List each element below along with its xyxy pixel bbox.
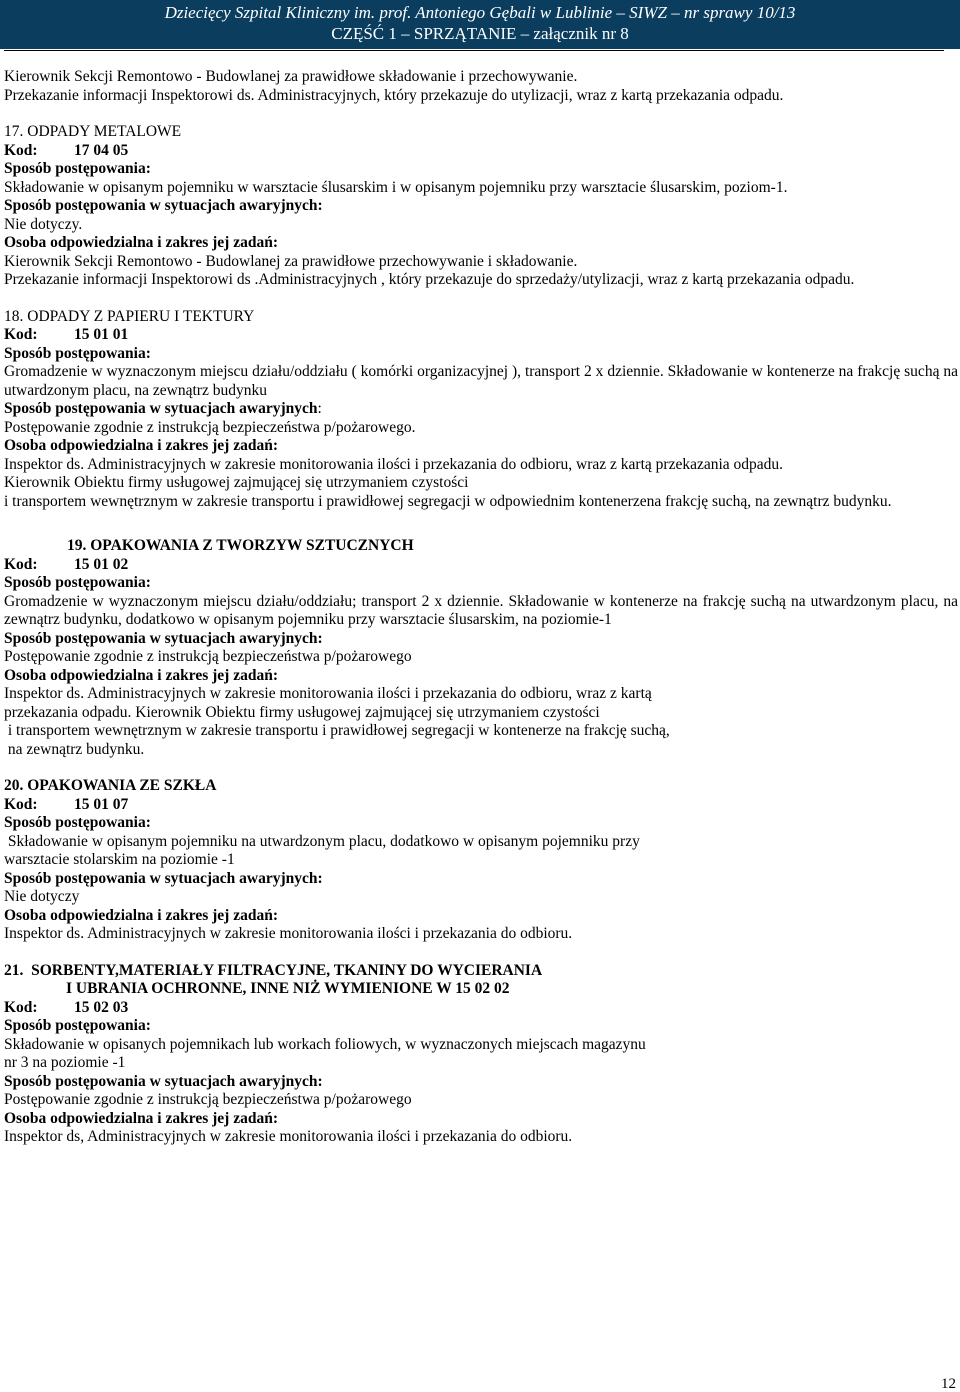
section-17-title: 17. ODPADY METALOWE	[4, 123, 182, 140]
section-20-kod: 15 01 07	[74, 795, 129, 813]
intro-block	[4, 68, 958, 105]
kod-label: Kod:	[4, 141, 38, 159]
section-18-title: 18. ODPADY Z PAPIERU I TEKTURY	[4, 307, 255, 325]
section-20-sposob-1: Składowanie w opisanym pojemniku na utwardzonym placu, dodatkowo w opisanym pojemniku przy	[4, 832, 640, 850]
section-20-awaryjne: Nie dotyczy	[4, 888, 80, 905]
section-21-awaryjne: Postępowanie zgodnie z instrukcją bezpieczeństwa p/pożarowego	[4, 1091, 412, 1108]
sposob-label: Sposób postępowania:	[4, 574, 151, 591]
section-19-osoba-2: przekazania odpadu. Kierownik Obiektu firmy usługowej zajmującej się utrzymaniem czystości	[4, 703, 600, 721]
section-17-awaryjne: Nie dotyczy.	[4, 215, 83, 233]
osoba-label: Osoba odpowiedzialna i zakres jej zadań:	[4, 234, 278, 251]
section-19-osoba-3: i transportem wewnętrznym w zakresie transportu i prawidłowej segregacji w kontenerze na frakcję suchą,	[4, 722, 670, 739]
section-17-kod: 17 04 05	[74, 141, 129, 159]
kod-label: Kod:	[4, 795, 38, 813]
awaryjne-label: Sposób postępowania w sytuacjach awaryjnych:	[4, 1072, 323, 1090]
section-17-sposob: Składowanie w opisanym pojemniku w warsztacie ślusarskim i w opisanym pojemniku przy warsztacie ślusarskim, poziom-1.	[4, 178, 788, 196]
awaryjne-label: Sposób postępowania w sytuacjach awaryjnych	[4, 400, 318, 417]
sposob-label: Sposób postępowania:	[4, 1017, 151, 1034]
sposob-label: Sposób postępowania:	[4, 160, 151, 177]
section-18-osoba-2: Kierownik Obiektu firmy usługowej zajmującej się utrzymaniem czystości	[4, 474, 469, 491]
header-title: Dziecięcy Szpital Kliniczny im. prof. Antoniego Gębali w Lublinie – SIWZ – nr sprawy 10/13	[164, 3, 796, 22]
section-21-title-1: 21. SORBENTY,MATERIAŁY FILTRACYJNE, TKANINY DO WYCIERANIA	[4, 961, 543, 979]
kod-label: Kod:	[4, 326, 38, 343]
osoba-label: Osoba odpowiedzialna i zakres jej zadań:	[4, 666, 278, 684]
section-20	[4, 777, 958, 944]
section-19-awaryjne: Postępowanie zgodnie z instrukcją bezpieczeństwa p/pożarowego	[4, 648, 412, 665]
section-18	[4, 308, 958, 512]
section-21-title-2: I UBRANIA OCHRONNE, INNE NIŻ WYMIENIONE W 15 02 02	[66, 980, 510, 997]
section-19-title: 19. OPAKOWANIA Z TWORZYW SZTUCZNYCH	[67, 537, 414, 554]
awaryjne-label: Sposób postępowania w sytuacjach awaryjnych:	[4, 197, 323, 214]
section-19-osoba-1: Inspektor ds. Administracyjnych w zakresie monitorowania ilości i przekazania do odbioru, wraz z kartą	[4, 685, 652, 702]
section-18-sposob: Gromadzenie w wyznaczonym miejscu działu/oddziału ( komórki organizacyjnej ), transport 2 x dziennie. Składowanie w kontenerze na frakcję suchą na utwardzonym placu, na zewnątrz budynku	[4, 363, 958, 399]
section-19-sposob: Gromadzenie w wyznaczonym miejscu działu/oddziału; transport 2 x dziennie. Składowanie w kontenerze na frakcję suchą na utwardzonym placu, na zewnątrz budynku, dodatkowo w opisanym pojemniku przy warsztacie ślusarskim, na poziomie-1	[4, 592, 958, 628]
osoba-label: Osoba odpowiedzialna i zakres jej zadań:	[4, 437, 278, 454]
section-20-title: 20. OPAKOWANIA ZE SZKŁA	[4, 777, 217, 794]
section-21	[4, 962, 958, 1147]
sposob-label: Sposób postępowania:	[4, 814, 151, 831]
section-21-sposob-1: Składowanie w opisanych pojemnikach lub workach foliowych, w wyznaczonych miejscach magazynu	[4, 1035, 646, 1053]
section-20-sposob-2: warsztacie stolarskim na poziomie -1	[4, 851, 235, 868]
awaryjne-colon: :	[317, 400, 322, 417]
sposob-label: Sposób postępowania:	[4, 344, 151, 362]
header-subtitle: CZĘŚĆ 1 – SPRZĄTANIE – załącznik nr 8	[331, 24, 629, 43]
section-19-kod: 15 01 02	[74, 555, 129, 573]
section-19-osoba-4: na zewnątrz budynku.	[4, 740, 145, 758]
intro-line-2: Przekazanie informacji Inspektorowi ds. Administracyjnych, który przekazuje do utylizacji, wraz z kartą przekazania odpadu.	[4, 86, 784, 104]
section-20-osoba: Inspektor ds. Administracyjnych w zakresie monitorowania ilości i przekazania do odbioru.	[4, 925, 573, 942]
section-17-osoba-2: Przekazanie informacji Inspektorowi ds .Administracyjnych , który przekazuje do sprzedaży/utylizacji, wraz z kartą przekazania odpadu.	[4, 271, 855, 288]
section-19	[4, 537, 958, 759]
section-21-kod: 15 02 03	[74, 998, 129, 1016]
kod-label: Kod:	[4, 998, 38, 1016]
section-18-kod: 15 01 01	[74, 326, 129, 343]
page-number: 12	[941, 1376, 956, 1392]
section-17-osoba-1: Kierownik Sekcji Remontowo - Budowlanej za prawidłowe przechowywanie i składowanie.	[4, 252, 578, 270]
intro-line-1: Kierownik Sekcji Remontowo - Budowlanej za prawidłowe składowanie i przechowywanie.	[4, 68, 578, 85]
section-18-osoba-3: i transportem wewnętrznym w zakresie transportu i prawidłowej segregacji w odpowiednim kontenerzena frakcję suchą, na zewnątrz budynku.	[4, 492, 892, 510]
document-body	[4, 68, 958, 1147]
page-header	[0, 0, 960, 49]
header-divider	[4, 50, 944, 51]
section-21-sposob-2: nr 3 na poziomie -1	[4, 1054, 126, 1071]
section-18-osoba-1: Inspektor ds. Administracyjnych w zakresie monitorowania ilości i przekazania do odbioru, wraz z kartą przekazania odpadu.	[4, 455, 784, 473]
osoba-label: Osoba odpowiedzialna i zakres jej zadań:	[4, 1109, 278, 1127]
section-18-awaryjne: Postępowanie zgodnie z instrukcją bezpieczeństwa p/pożarowego.	[4, 418, 416, 436]
awaryjne-label: Sposób postępowania w sytuacjach awaryjnych:	[4, 869, 323, 887]
section-17	[4, 123, 958, 290]
section-21-osoba: Inspektor ds, Administracyjnych w zakresie monitorowania ilości i przekazania do odbioru.	[4, 1128, 573, 1145]
kod-label: Kod:	[4, 555, 38, 573]
osoba-label: Osoba odpowiedzialna i zakres jej zadań:	[4, 906, 278, 924]
awaryjne-label: Sposób postępowania w sytuacjach awaryjnych:	[4, 629, 323, 647]
